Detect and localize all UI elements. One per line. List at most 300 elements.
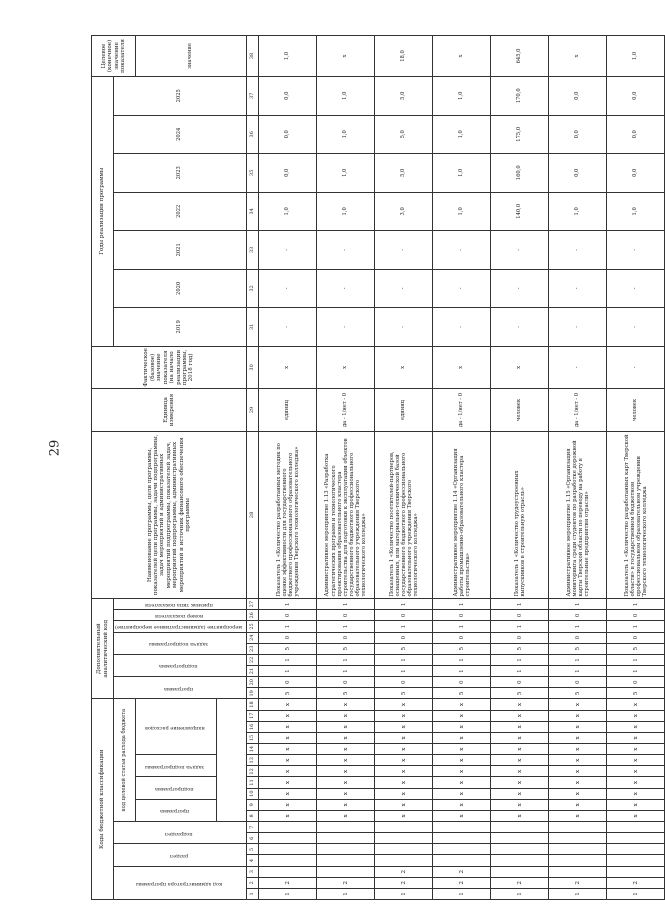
col-num: 12 <box>247 766 259 777</box>
subheader-task2: задача подпрограммы <box>114 632 247 654</box>
col-num: 20 <box>247 677 259 688</box>
row-name: Показатель 1 «Количество разработанных карт Тверской области» в государственном бюджетном профессиональном образовательном учреждении Тверского технологического колледжа <box>607 431 665 598</box>
code-cell: х <box>317 777 375 788</box>
subheader-task: задача подпрограммы <box>136 755 217 777</box>
subheader-csr: код целевой статьи расхода бюджета <box>114 699 136 822</box>
year-2022: 2022 <box>114 192 247 231</box>
year-value: 170,0 <box>491 76 549 115</box>
code-cell: х <box>433 810 491 821</box>
code-cell: х <box>433 710 491 721</box>
col-num: 24 <box>247 632 259 643</box>
year-2025: 2025 <box>114 76 247 115</box>
col-num: 23 <box>247 643 259 654</box>
code-cell: 0 <box>549 677 607 688</box>
code-cell: 0 <box>259 610 317 621</box>
year-value: 1,0 <box>317 154 375 193</box>
table-row <box>549 36 607 900</box>
subheader-section: раздел <box>114 844 247 866</box>
code-cell: 0 <box>317 677 375 688</box>
row-target-value: 1,0 <box>259 36 317 77</box>
code-cell: х <box>317 744 375 755</box>
year-value: 0,0 <box>259 76 317 115</box>
code-cell: х <box>259 755 317 766</box>
code-cell <box>491 866 549 877</box>
subheader-type: признак типа показателя <box>114 599 247 610</box>
code-cell: 1 <box>259 888 317 899</box>
code-cell: х <box>259 699 317 710</box>
code-cell: х <box>375 744 433 755</box>
code-cell: 1 <box>317 654 375 665</box>
code-cell: 1 <box>607 599 665 610</box>
col-num: 33 <box>247 231 259 270</box>
col-num: 1 <box>247 888 259 899</box>
code-cell: х <box>375 721 433 732</box>
code-cell: 5 <box>375 688 433 699</box>
col-num: 18 <box>247 699 259 710</box>
code-cell: 2 <box>375 866 433 877</box>
code-cell <box>375 822 433 833</box>
code-cell: х <box>259 810 317 821</box>
year-value: - <box>549 269 607 308</box>
code-cell <box>607 822 665 833</box>
col-num: 14 <box>247 744 259 755</box>
year-value: 1,0 <box>549 192 607 231</box>
code-cell: 1 <box>317 888 375 899</box>
code-cell: 2 <box>317 877 375 888</box>
code-cell <box>317 833 375 844</box>
code-cell: х <box>433 732 491 743</box>
year-value: - <box>491 308 549 347</box>
code-cell: 5 <box>491 643 549 654</box>
code-cell <box>549 833 607 844</box>
code-cell: 2 <box>433 877 491 888</box>
year-value: 1,0 <box>607 192 665 231</box>
code-cell: х <box>433 799 491 810</box>
col-num: 19 <box>247 688 259 699</box>
code-cell: 1 <box>549 654 607 665</box>
year-value: 0,0 <box>259 115 317 154</box>
code-cell: х <box>317 799 375 810</box>
code-cell <box>317 822 375 833</box>
subheader-direction: направление расходов <box>136 699 217 755</box>
subheader-admin-code: код администратора программы <box>114 866 247 899</box>
subheader-event: мероприятие (административное мероприятие) <box>114 621 247 632</box>
subheader-subprogram2: подпрограмма <box>114 654 247 676</box>
header-target: Целевое (конечное) значение показателя <box>92 36 136 77</box>
code-cell: х <box>491 732 549 743</box>
row-name: Административное мероприятие 1.14 «Организация работы промышленно-образовательного кластера строительства» <box>433 431 491 598</box>
code-cell: х <box>607 788 665 799</box>
year-value: - <box>259 269 317 308</box>
code-cell: 5 <box>549 688 607 699</box>
rotated-table-sheet <box>91 35 648 900</box>
code-cell: х <box>491 799 549 810</box>
code-cell: х <box>375 755 433 766</box>
row-unit: да - 1/нет - 0 <box>317 389 375 432</box>
code-cell: 5 <box>259 688 317 699</box>
code-cell: 1 <box>607 888 665 899</box>
code-cell: 2 <box>259 877 317 888</box>
header-name: Наименование программы, цели программы, показателей цели программы, задачи подпрограммы, задач мероприятий и административных мероприятий подпрограммы, показателей задач, мероприятий подпрограммы, административных мероприятий и источник финансового обеспечения программы <box>92 431 247 598</box>
code-cell: 5 <box>433 643 491 654</box>
code-cell <box>433 822 491 833</box>
row-name: Показатель 1 «Количество трудоустроенных выпускников в строительную отрасль» <box>491 431 549 598</box>
year-2024: 2024 <box>114 115 247 154</box>
code-cell: 0 <box>549 610 607 621</box>
row-base-value: х <box>317 346 375 389</box>
header-target-value: значение <box>136 36 247 77</box>
header-unit: Единица измерения <box>92 389 247 432</box>
code-cell: 1 <box>433 654 491 665</box>
code-cell: х <box>433 721 491 732</box>
year-value: 1,0 <box>433 76 491 115</box>
code-cell: х <box>549 744 607 755</box>
code-cell: х <box>491 755 549 766</box>
year-value: 1,0 <box>433 115 491 154</box>
code-cell: 5 <box>607 688 665 699</box>
code-cell: х <box>607 699 665 710</box>
code-cell: 1 <box>375 599 433 610</box>
year-value: 1,0 <box>259 192 317 231</box>
code-cell <box>607 855 665 866</box>
year-value: 0,0 <box>607 76 665 115</box>
code-cell: х <box>259 766 317 777</box>
row-unit: человек <box>491 389 549 432</box>
code-cell: 1 <box>259 654 317 665</box>
code-cell: х <box>259 777 317 788</box>
code-cell: х <box>607 799 665 810</box>
col-num: 8 <box>247 810 259 821</box>
code-cell: х <box>375 799 433 810</box>
code-cell: 1 <box>607 621 665 632</box>
code-cell <box>607 833 665 844</box>
code-cell: 0 <box>375 610 433 621</box>
code-cell: 1 <box>259 665 317 676</box>
col-num: 28 <box>247 431 259 598</box>
code-cell: х <box>375 710 433 721</box>
code-cell <box>433 844 491 855</box>
col-num: 16 <box>247 721 259 732</box>
code-cell <box>317 866 375 877</box>
code-cell: 1 <box>433 665 491 676</box>
code-cell: х <box>317 788 375 799</box>
code-cell: 5 <box>607 643 665 654</box>
row-target-value: х <box>549 36 607 77</box>
code-cell: 2 <box>375 877 433 888</box>
code-cell <box>259 833 317 844</box>
year-value: 3,0 <box>375 192 433 231</box>
subheader-program2: программа <box>114 677 247 699</box>
code-cell: 2 <box>491 877 549 888</box>
year-value: - <box>433 308 491 347</box>
code-cell: 1 <box>317 599 375 610</box>
year-2023: 2023 <box>114 154 247 193</box>
code-cell: 5 <box>317 643 375 654</box>
subheader-indicator: номер показателя <box>114 610 247 621</box>
code-cell <box>317 844 375 855</box>
year-value: - <box>317 231 375 270</box>
code-cell: 0 <box>375 677 433 688</box>
row-name: Административное мероприятие 1.13 «Разработка стратегических программ и технологического проектирования образовательного кластера строительства для подготовки к эксплуатации объектов государственного бюджетного профессионального образовательного учреждения Тверского технологического колледжа» <box>317 431 375 598</box>
code-cell: х <box>607 777 665 788</box>
code-cell <box>491 833 549 844</box>
row-target-value: 1,0 <box>607 36 665 77</box>
code-cell <box>259 844 317 855</box>
row-unit: да - 1/нет - 0 <box>549 389 607 432</box>
year-value: 160,0 <box>491 154 549 193</box>
code-cell: 1 <box>375 654 433 665</box>
code-cell: х <box>259 721 317 732</box>
year-value: 1,0 <box>433 154 491 193</box>
code-cell: 2 <box>607 877 665 888</box>
year-value: 175,0 <box>491 115 549 154</box>
year-2020: 2020 <box>114 269 247 308</box>
year-value: - <box>549 308 607 347</box>
row-name: Административное мероприятие 1.15 «Организация мониторинга среди студентов по разработке дорожной карты Тверской области по переводу на работу в строительные предприятия отрасли» <box>549 431 607 598</box>
code-cell: 0 <box>259 632 317 643</box>
row-base-value: х <box>259 346 317 389</box>
code-cell: 5 <box>433 688 491 699</box>
table-row <box>491 36 549 900</box>
code-cell: 5 <box>317 688 375 699</box>
year-value: 1,0 <box>317 76 375 115</box>
code-cell: х <box>607 710 665 721</box>
code-cell <box>317 855 375 866</box>
code-cell <box>375 844 433 855</box>
code-cell: х <box>549 721 607 732</box>
year-value: 1,0 <box>317 192 375 231</box>
table-row <box>433 36 491 900</box>
year-value: 1,0 <box>317 115 375 154</box>
code-cell: 0 <box>607 632 665 643</box>
code-cell: х <box>375 810 433 821</box>
code-cell <box>433 833 491 844</box>
year-value: 0,0 <box>607 154 665 193</box>
col-num: 35 <box>247 154 259 193</box>
code-cell: х <box>491 788 549 799</box>
code-cell: х <box>375 777 433 788</box>
table-row <box>375 36 433 900</box>
row-name: Показатель 1 «Количество разработанных методик по оценке эффективности для государственного бюджетного профессионального образовательного учреждения Тверского технологического колледжа» <box>259 431 317 598</box>
code-cell: 1 <box>317 665 375 676</box>
code-cell: 1 <box>607 654 665 665</box>
code-cell: 0 <box>491 677 549 688</box>
code-cell: х <box>433 744 491 755</box>
year-value: 140,0 <box>491 192 549 231</box>
code-cell: 0 <box>607 610 665 621</box>
year-value: 5,0 <box>375 154 433 193</box>
code-cell: 0 <box>375 632 433 643</box>
col-num: 37 <box>247 76 259 115</box>
code-cell: х <box>259 788 317 799</box>
program-table <box>91 35 665 900</box>
code-cell: х <box>317 755 375 766</box>
table-row <box>607 36 665 900</box>
code-cell: 1 <box>549 888 607 899</box>
code-cell <box>607 866 665 877</box>
code-cell: х <box>491 721 549 732</box>
code-cell: х <box>317 699 375 710</box>
row-target-value: х <box>317 36 375 77</box>
code-cell: 1 <box>491 888 549 899</box>
year-value: - <box>491 269 549 308</box>
year-value: - <box>549 231 607 270</box>
col-num: 22 <box>247 654 259 665</box>
code-cell: х <box>317 732 375 743</box>
code-cell <box>375 833 433 844</box>
code-cell: х <box>491 744 549 755</box>
year-value: 0,0 <box>549 154 607 193</box>
year-value: - <box>607 308 665 347</box>
code-cell: 0 <box>433 632 491 643</box>
code-cell: 0 <box>259 677 317 688</box>
row-name: Показатель 1 «Количество посетителей-партнеров, оснащенных, или материально-технической базой государственного бюджетного профессионального образовательного учреждения Тверского технологического колледжа» <box>375 431 433 598</box>
row-unit: единиц <box>259 389 317 432</box>
row-base-value: х <box>375 346 433 389</box>
col-num: 11 <box>247 777 259 788</box>
code-cell <box>259 822 317 833</box>
code-cell: х <box>549 810 607 821</box>
code-cell: 5 <box>259 643 317 654</box>
code-cell <box>549 855 607 866</box>
code-cell: х <box>433 788 491 799</box>
col-num: 29 <box>247 389 259 432</box>
code-cell: 1 <box>433 888 491 899</box>
code-cell: х <box>317 710 375 721</box>
col-num: 3 <box>247 866 259 877</box>
code-cell: 2 <box>549 877 607 888</box>
subheader-subsection: подраздел <box>114 822 247 844</box>
code-cell: х <box>259 799 317 810</box>
col-num: 2 <box>247 877 259 888</box>
code-cell: х <box>491 710 549 721</box>
row-unit: да - 1/нет - 0 <box>433 389 491 432</box>
code-cell: 1 <box>259 621 317 632</box>
code-cell: х <box>317 721 375 732</box>
table-body <box>259 36 665 900</box>
code-cell: х <box>375 699 433 710</box>
code-cell: 1 <box>491 599 549 610</box>
code-cell: 1 <box>433 621 491 632</box>
code-cell: х <box>491 699 549 710</box>
row-unit: человек <box>607 389 665 432</box>
code-cell: 5 <box>491 688 549 699</box>
subheader-program: программа <box>136 799 217 821</box>
year-value: - <box>491 231 549 270</box>
year-value: 1,0 <box>433 192 491 231</box>
col-num: 30 <box>247 346 259 389</box>
code-cell: х <box>549 788 607 799</box>
col-num: 25 <box>247 621 259 632</box>
col-num: 9 <box>247 799 259 810</box>
code-cell: х <box>549 766 607 777</box>
code-cell: 1 <box>491 621 549 632</box>
code-cell <box>549 866 607 877</box>
code-cell: х <box>317 810 375 821</box>
code-cell: х <box>433 777 491 788</box>
row-base-value: - <box>607 346 665 389</box>
code-cell: 1 <box>549 621 607 632</box>
code-cell: 0 <box>491 610 549 621</box>
code-cell: 1 <box>491 665 549 676</box>
code-cell: х <box>317 766 375 777</box>
col-num: 38 <box>247 36 259 77</box>
col-num: 4 <box>247 855 259 866</box>
code-cell: 0 <box>491 632 549 643</box>
header-budget-codes: Коды бюджетной классификации <box>92 699 114 900</box>
year-value: 0,0 <box>607 115 665 154</box>
code-cell: 0 <box>607 677 665 688</box>
col-num: 5 <box>247 844 259 855</box>
code-cell: х <box>549 732 607 743</box>
col-num: 10 <box>247 788 259 799</box>
code-cell <box>491 844 549 855</box>
code-cell: 1 <box>375 621 433 632</box>
code-cell: 1 <box>549 665 607 676</box>
col-num: 26 <box>247 610 259 621</box>
year-value: - <box>259 231 317 270</box>
year-value: 0,0 <box>259 154 317 193</box>
header-years: Годы реализации программы <box>92 76 114 346</box>
code-cell <box>259 866 317 877</box>
col-num: 17 <box>247 710 259 721</box>
year-2021: 2021 <box>114 231 247 270</box>
col-num: 36 <box>247 115 259 154</box>
col-num: 34 <box>247 192 259 231</box>
code-cell <box>491 855 549 866</box>
code-cell: 1 <box>375 665 433 676</box>
code-cell: 1 <box>549 599 607 610</box>
code-cell <box>607 844 665 855</box>
col-num: 27 <box>247 599 259 610</box>
code-cell <box>491 822 549 833</box>
year-value: - <box>375 231 433 270</box>
subheader-subprogram: подпрограмма <box>136 777 217 799</box>
code-cell: х <box>549 699 607 710</box>
code-cell: х <box>433 699 491 710</box>
code-cell: 1 <box>607 665 665 676</box>
subheader-csr-spacer <box>217 699 247 822</box>
code-cell: 1 <box>317 621 375 632</box>
row-target-value: 18,0 <box>375 36 433 77</box>
code-cell: х <box>607 810 665 821</box>
code-cell: х <box>491 766 549 777</box>
code-cell: 1 <box>259 599 317 610</box>
code-cell: 2 <box>433 866 491 877</box>
col-num: 15 <box>247 732 259 743</box>
code-cell: х <box>375 732 433 743</box>
col-num: 31 <box>247 308 259 347</box>
header-additional-code: Дополнительный аналитический код <box>92 599 114 699</box>
year-value: - <box>607 269 665 308</box>
code-cell <box>259 855 317 866</box>
page-number: 29 <box>47 439 63 457</box>
code-cell: 1 <box>375 888 433 899</box>
year-value: - <box>259 308 317 347</box>
col-num: 7 <box>247 822 259 833</box>
code-cell: х <box>549 777 607 788</box>
code-cell: х <box>549 710 607 721</box>
code-cell <box>433 855 491 866</box>
year-value: - <box>375 308 433 347</box>
code-cell: х <box>607 732 665 743</box>
year-2019: 2019 <box>114 308 247 347</box>
year-value: - <box>433 269 491 308</box>
col-num: 32 <box>247 269 259 308</box>
code-cell: х <box>433 755 491 766</box>
row-base-value: х <box>433 346 491 389</box>
code-cell: 1 <box>491 654 549 665</box>
